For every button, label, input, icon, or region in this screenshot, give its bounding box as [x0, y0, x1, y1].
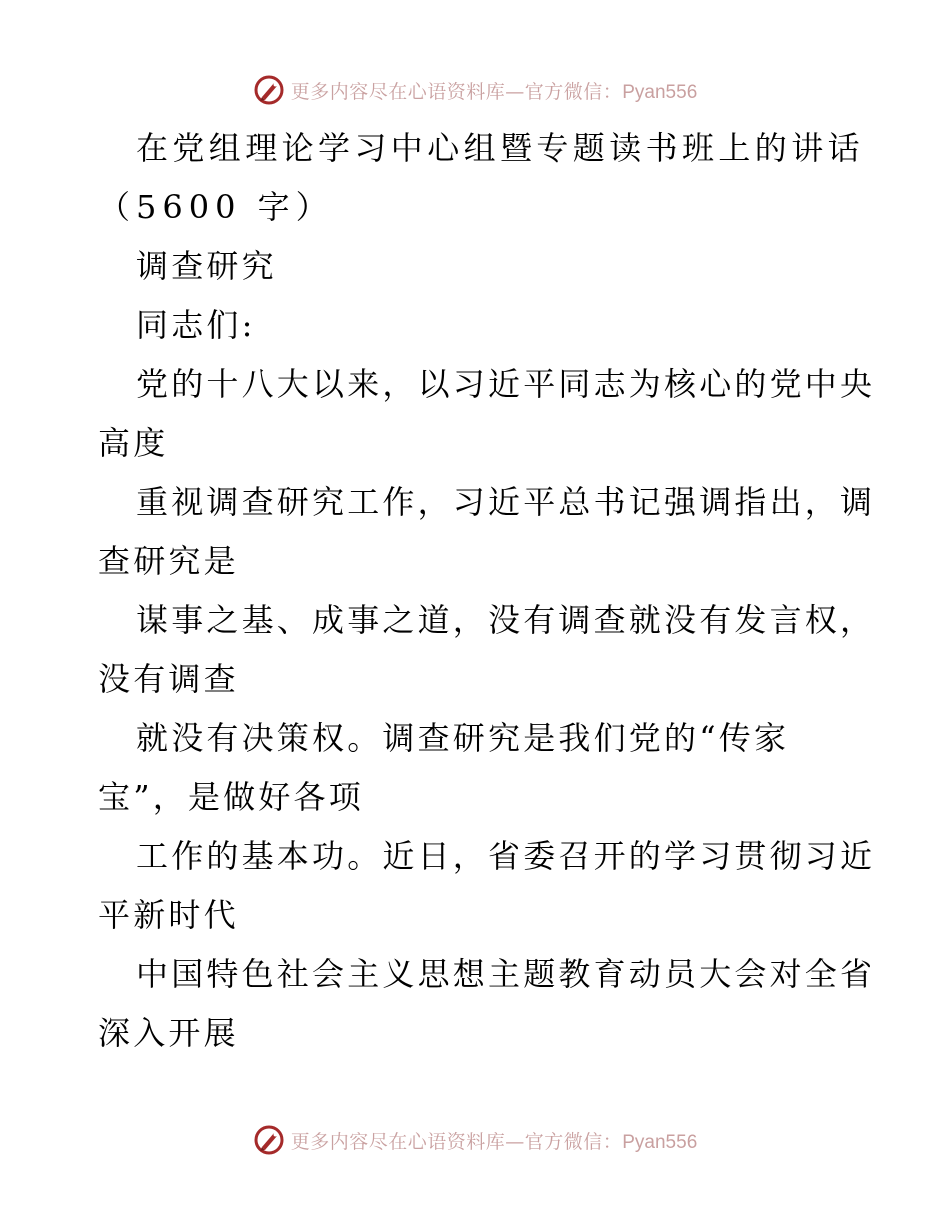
watermark-wechat-id: Pyan556 [622, 1131, 698, 1153]
body-text-line: 中国特色社会主义思想主题教育动员大会对全省 [136, 955, 876, 993]
watermark-label: 更多内容尽在心语资料库—官方微信： [290, 80, 623, 103]
body-text-line: 平新时代 [98, 896, 239, 934]
body-text-line: 宝”，是做好各项 [98, 778, 364, 816]
footer-watermark [0, 1122, 950, 1158]
salutation: 同志们: [136, 306, 256, 344]
watermark-text [291, 1127, 698, 1154]
watermark-wechat-id: Pyan556 [622, 81, 698, 103]
pen-logo-icon [253, 1124, 285, 1156]
document-body [98, 122, 876, 1066]
pen-logo-icon [253, 74, 285, 106]
watermark-label: 更多内容尽在心语资料库—官方微信： [290, 1130, 623, 1153]
body-text-line: 谋事之基、成事之道，没有调查就没有发言权， [136, 601, 876, 639]
body-paragraph [98, 358, 876, 1066]
body-text-line: 查研究是 [98, 542, 239, 580]
body-text-line: 工作的基本功。近日，省委召开的学习贯彻习近 [136, 837, 876, 875]
body-text-line: 重视调查研究工作，习近平总书记强调指出，调 [136, 483, 876, 521]
body-text-line: 党的十八大以来，以习近平同志为核心的党中央 [136, 365, 876, 403]
body-text-line: 高度 [98, 424, 169, 462]
document-title: 在党组理论学习中心组暨专题读书班上的讲话 [136, 129, 865, 167]
header-watermark [0, 72, 950, 108]
watermark-text [291, 77, 698, 104]
body-text-line: 就没有决策权。调查研究是我们党的“传家 [136, 719, 790, 757]
word-count: （5600 字） [98, 188, 334, 226]
body-text-line: 深入开展 [98, 1014, 239, 1052]
author-line: 调查研究 [136, 247, 277, 285]
body-text-line: 没有调查 [98, 660, 239, 698]
